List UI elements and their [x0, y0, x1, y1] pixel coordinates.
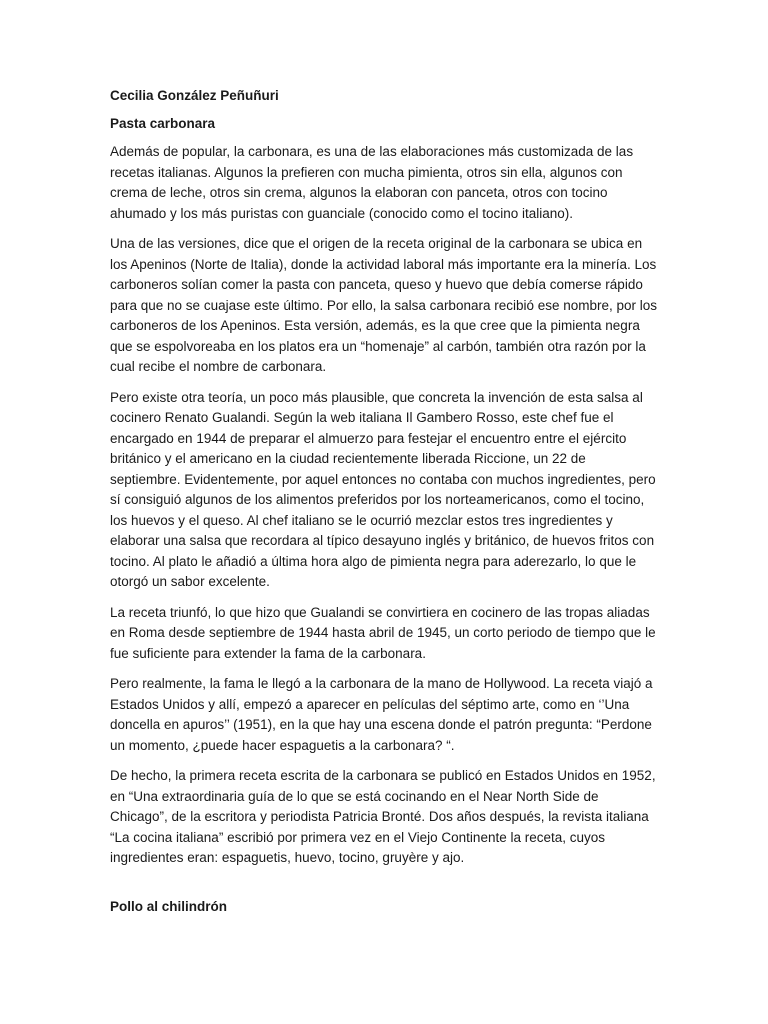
author-name: Cecilia González Peñuñuri: [110, 88, 279, 103]
next-section-title: Pollo al chilindrón: [110, 898, 228, 914]
paragraph-gualandi-theory: Pero existe otra teoría, un poco más plausible, que concreta la invención de esta salsa al cocinero Renato Gualandi. Según la web italiana Il Gambero Rosso, este chef fue el encargado en 1944 de preparar el almuerzo para festejar el encuentro entre el ejército británico y el americano en la ciudad recientemente liberada Riccione, un 22 de septiembre. Evidentemente, por aquel entonces no contaba con muchos ingredientes, pero sí consiguió algunos de los alimentos preferidos por los norteamericanos, como el tocino, los huevos y el queso. Al chef italiano se le ocurrió mezclar estos tres ingredientes y elaborar una salsa que recordara al típico desayuno inglés y británico, de huevos fritos con tocino. Al plato le añadió a última hora algo de pimienta negra para aderezarlo, lo que le otorgó un sabor excelente.: [110, 389, 656, 589]
paragraph-first-written-recipe: De hecho, la primera receta escrita de la carbonara se publicó en Estados Unidos en 1952, en “Una extraordinaria guía de lo que se está cocinando en el Near North Side de Chicago”, de la escritora y periodista Patricia Bronté. Dos años después, la revista italiana “La cocina italiana” escribió por primera vez en el Viejo Continente la receta, cuyos ingredientes eran: espaguetis, huevo, tocino, gruyère y ajo.: [110, 768, 656, 865]
paragraph-intro: Además de popular, la carbonara, es una de las elaboraciones más customizada de las recetas italianas. Algunos la prefieren con mucha pimienta, otros sin ella, algunos con crema de leche, otros sin crema, algunos la elaboran con panceta, otros con tocino ahumado y los más puristas con guanciale (conocido como el tocino italiano).: [110, 144, 634, 221]
document-body: [110, 86, 658, 917]
paragraph-hollywood: Pero realmente, la fama le llegó a la carbonara de la mano de Hollywood. La receta viajó a Estados Unidos y allí, empezó a aparecer en películas del séptimo arte, como en ‘’Una doncella en apuros’’ (1951), en la que hay una escena donde el patrón pregunta: “Perdone un momento, ¿puede hacer espaguetis a la carbonara? “.: [110, 676, 653, 753]
section-title: Pasta carbonara: [110, 116, 216, 131]
paragraph-apeninos-version: Una de las versiones, dice que el origen de la receta original de la carbonara se ubica en los Apeninos (Norte de Italia), donde la actividad laboral más importante era la minería. Los carboneros solían comer la pasta con panceta, queso y huevo que debía comerse rápido para que no se cuajase este último. Por ello, la salsa carbonara recibió ese nombre, por los carboneros de los Apeninos. Esta versión, además, es la que cree que la pimienta negra que se espolvoreaba en los platos era un “homenaje” al carbón, también otra razón por la cual recibe el nombre de carbonara.: [110, 236, 658, 374]
paragraph-recipe-triumph: La receta triunfó, lo que hizo que Gualandi se convirtiera en cocinero de las tropas aliadas en Roma desde septiembre de 1944 hasta abril de 1945, un corto periodo de tiempo que le fue suficiente para extender la fama de la carbonara.: [110, 604, 656, 661]
